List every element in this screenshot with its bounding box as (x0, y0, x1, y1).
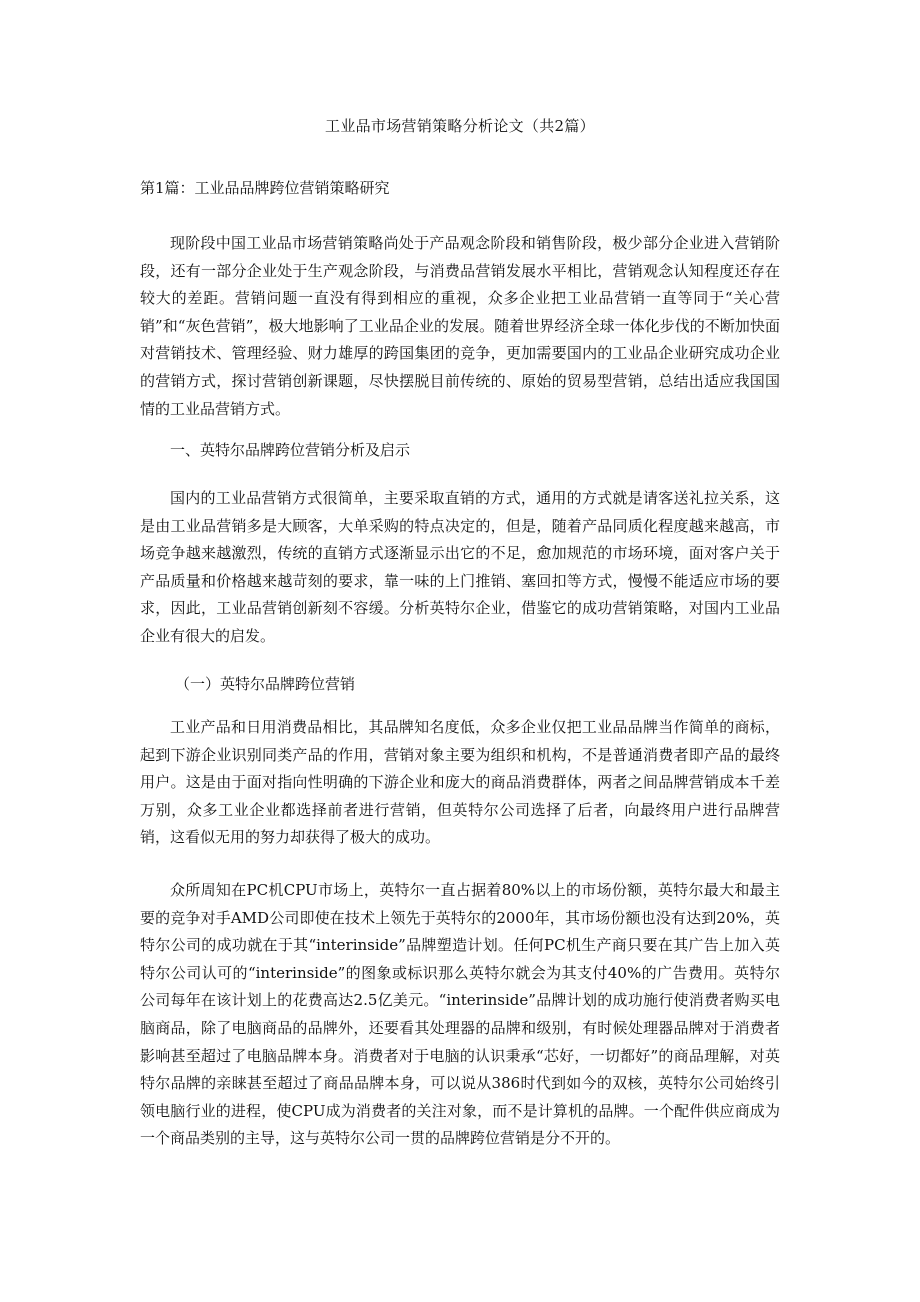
body-paragraph-domestic-marketing: 国内的工业品营销方式很简单，主要采取直销的方式，通用的方式就是请客送礼拉关系，这是由工业品营销多是大顾客，大单采购的特点决定的，但是，随着产品同质化程度越来越高，市场竞争越来越激烈，传统的直销方式逐渐显示出它的不足，愈加规范的市场环境，面对客户关于产品质量和价格越来越苛刻的要求，靠一味的上门推销、塞回扣等方式，慢慢不能适应市场的要求，因此，工业品营销创新刻不容缓。分析英特尔企业，借鉴它的成功营销策略，对国内工业品企业有很大的启发。 (140, 489, 780, 645)
document-title: 工业品市场营销策略分析论文（共2篇） (325, 117, 595, 135)
subsection-heading: （一）英特尔品牌跨位营销 (175, 675, 356, 693)
body-paragraph-intel-inside: 众所周知在PC机CPU市场上，英特尔一直占据着80%以上的市场份额，英特尔最大和最主要的竞争对手AMD公司即使在技术上领先于英特尔的2000年，其市场份额也没有达到20%，英特尔公司的成功就在于其“interinside”品牌塑造计划。任何PC机生产商只要在其广告上加入英特尔公司认可的“interinside”的图象或标识那么英特尔就会为其支付40%的广告费用。英特尔公司每年在该计划上的花费高达2.5亿美元。“interinside”品牌计划的成功施行使消费者购买电脑商品，除了电脑商品的品牌外，还要看其处理器的品牌和级别，有时候处理器品牌对于消费者影响甚至超过了电脑品牌本身。消费者对于电脑的认识秉承“芯好，一切都好”的商品理解，对英特尔品牌的亲睐甚至超过了商品品牌本身，可以说从386时代到如今的双核，英特尔公司始终引领电脑行业的进程，使CPU成为消费者的关注对象，而不是计算机的品牌。一个配件供应商成为一个商品类别的主导，这与英特尔公司一贯的品牌跨位营销是分不开的。 (140, 881, 780, 1148)
section-heading: 一、英特尔品牌跨位营销分析及启示 (170, 441, 411, 459)
body-paragraph-intro: 现阶段中国工业品市场营销策略尚处于产品观念阶段和销售阶段，极少部分企业进入营销阶段，还有一部分企业处于生产观念阶段，与消费品营销发展水平相比，营销观念认知程度还存在较大的差距。营销问题一直没有得到相应的重视，众多企业把工业品营销一直等同于“关心营销”和“灰色营销”，极大地影响了工业品企业的发展。随着世界经济全球一体化步伐的不断加快面对营销技术、管理经验、财力雄厚的跨国集团的竞争，更加需要国内的工业品企业研究成功企业的营销方式，探讨营销创新课题，尽快摆脱目前传统的、原始的贸易型营销，总结出适应我国国情的工业品营销方式。 (140, 234, 780, 418)
body-paragraph-brand-awareness: 工业产品和日用消费品相比，其品牌知名度低，众多企业仅把工业品品牌当作简单的商标，起到下游企业识别同类产品的作用，营销对象主要为组织和机构，不是普通消费者即产品的最终用户。这是由于面对指向性明确的下游企业和庞大的商品消费群体，两者之间品牌营销成本千差万别，众多工业企业都选择前者进行营销，但英特尔公司选择了后者，向最终用户进行品牌营销，这看似无用的努力却获得了极大的成功。 (140, 718, 780, 847)
part-heading: 第1篇：工业品品牌跨位营销策略研究 (140, 179, 390, 197)
